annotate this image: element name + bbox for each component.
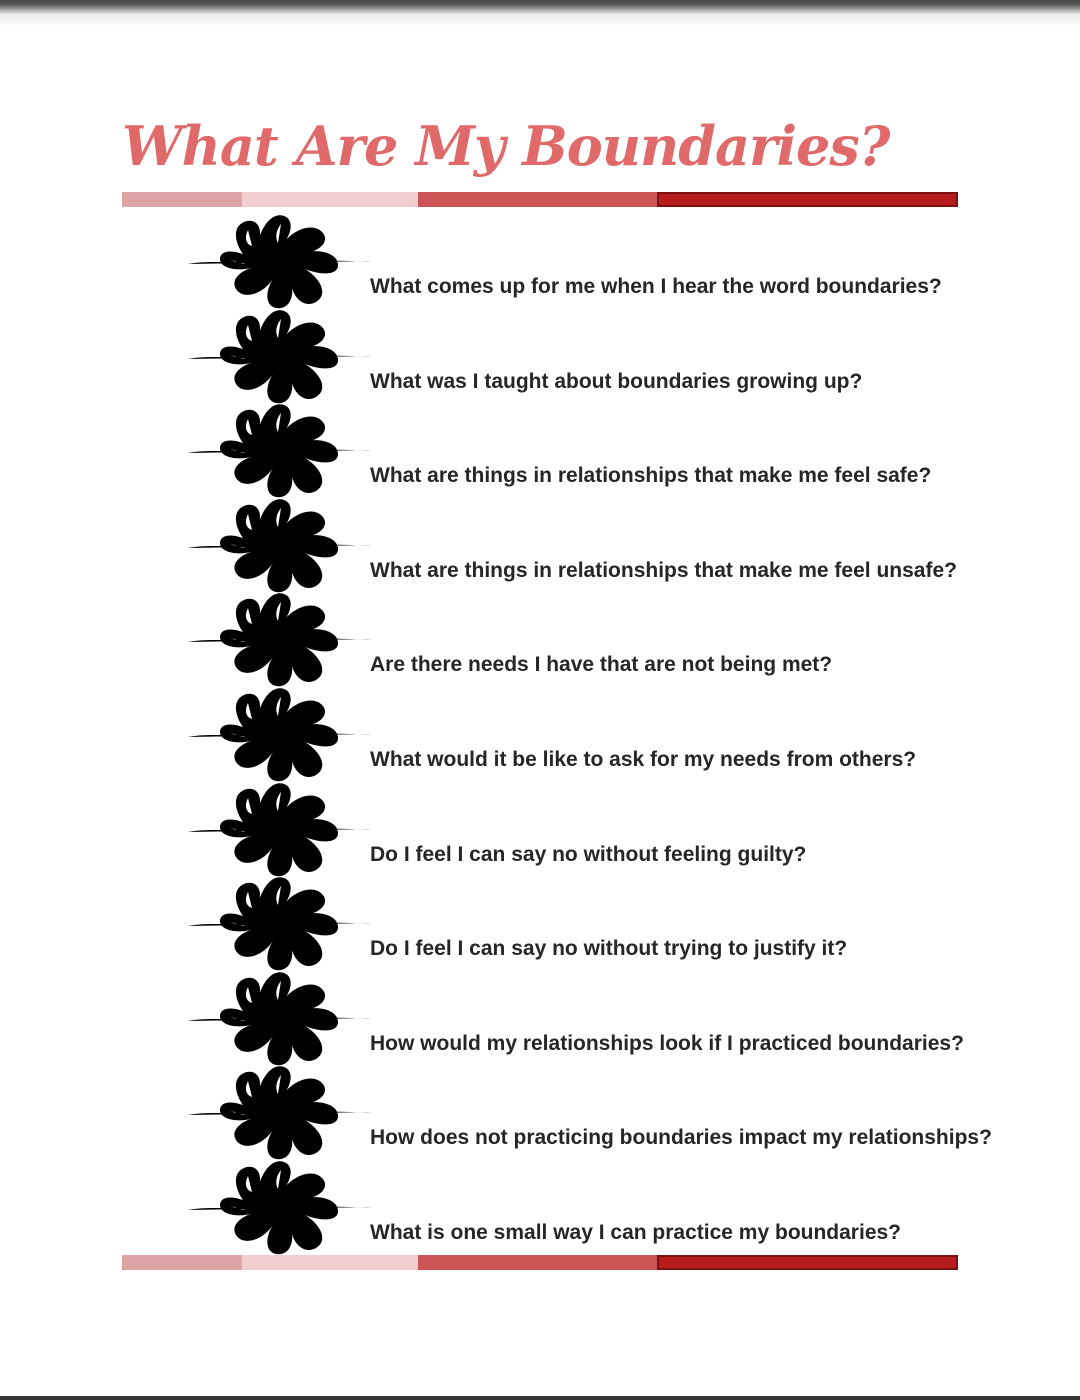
question-text: What are things in relationships that make me feel unsafe?: [370, 558, 957, 582]
question-row: [122, 592, 958, 687]
question-text: What would it be like to ask for my needs from others?: [370, 747, 917, 771]
bar-segment-light-pink: [242, 192, 418, 207]
bar-segment-medium-red: [418, 1255, 657, 1270]
question-text: What was I taught about boundaries growing up?: [370, 369, 863, 393]
question-text: How would my relationships look if I practiced boundaries?: [370, 1031, 964, 1055]
question-row: [122, 782, 958, 877]
question-text: Do I feel I can say no without feeling guilty?: [370, 842, 807, 866]
flower-line-art-icon: [186, 590, 374, 690]
bar-segment-medium-red: [418, 192, 657, 207]
bar-segment-dark-red: [657, 192, 958, 207]
question-row: [122, 971, 964, 1066]
question-text: How does not practicing boundaries impact my relationships?: [370, 1126, 992, 1150]
question-text: Do I feel I can say no without trying to justify it?: [370, 937, 848, 961]
question-row: [122, 1065, 992, 1160]
bar-segment-dark-red: [657, 1255, 958, 1270]
flower-line-art-icon: [186, 401, 374, 501]
question-row: [122, 687, 958, 782]
question-row: [122, 309, 958, 404]
page-title: What Are My Boundaries?: [122, 114, 890, 178]
questions-list: [122, 214, 992, 1255]
question-row: [122, 214, 958, 309]
flower-line-art-icon: [186, 969, 374, 1069]
flower-line-art-icon: [186, 212, 374, 312]
bar-segment-blush: [122, 192, 242, 207]
flower-line-art-icon: [186, 685, 374, 785]
page-bottom-edge: [0, 1396, 1080, 1400]
flower-line-art-icon: [186, 496, 374, 596]
flower-line-art-icon: [186, 874, 374, 974]
flower-line-art-icon: [186, 307, 374, 407]
question-text: What are things in relationships that make me feel safe?: [370, 464, 932, 488]
question-row: [122, 403, 958, 498]
question-text: What comes up for me when I hear the word boundaries?: [370, 275, 942, 298]
question-text: Are there needs I have that are not being met?: [370, 653, 833, 677]
flower-line-art-icon: [186, 780, 374, 880]
title-underline-bar: [122, 192, 958, 207]
flower-line-art-icon: [186, 1063, 374, 1163]
question-row: [122, 876, 958, 971]
question-text: What is one small way I can practice my boundaries?: [370, 1220, 901, 1244]
question-row: [122, 498, 958, 593]
flower-line-art-icon: [186, 1158, 374, 1258]
question-row: [122, 1160, 958, 1255]
worksheet-content: [122, 0, 992, 1270]
